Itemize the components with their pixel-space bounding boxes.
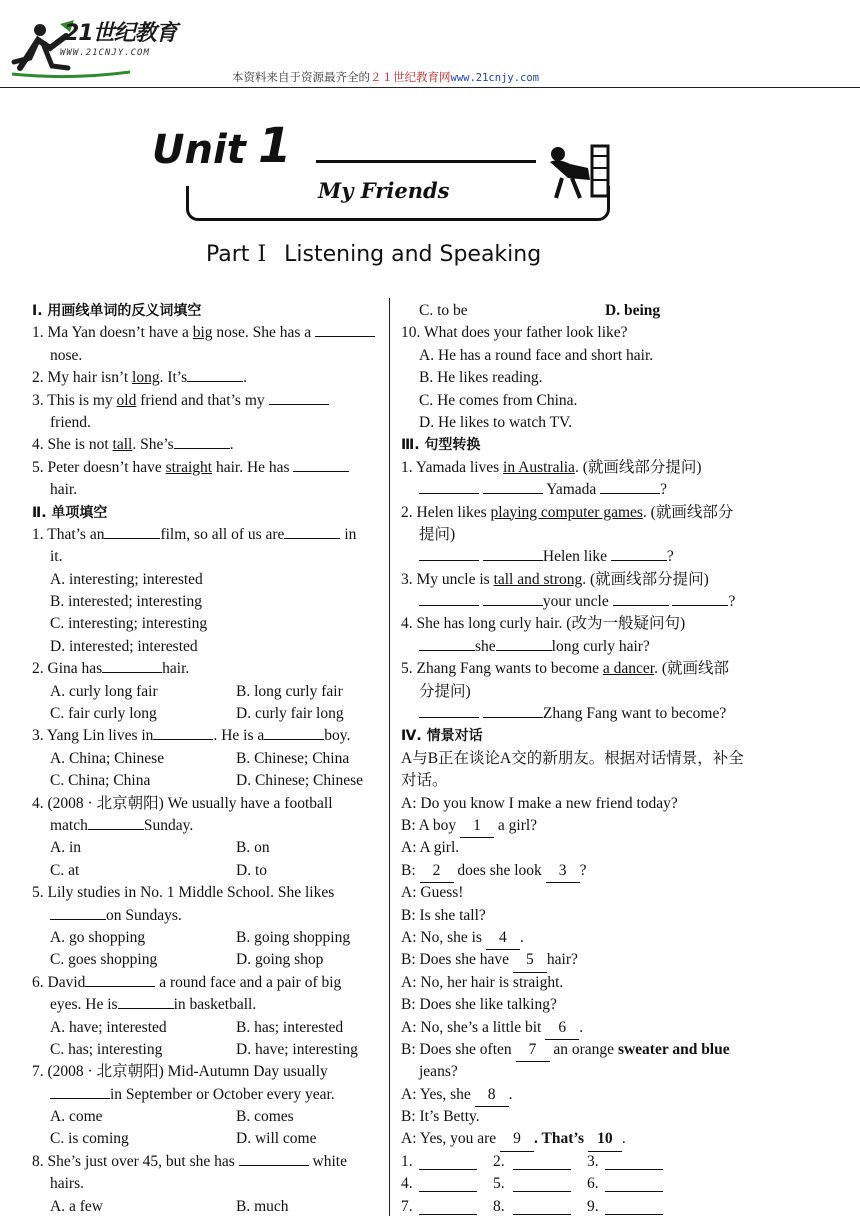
answer-blank[interactable]	[419, 636, 475, 651]
option[interactable]: A. in	[50, 839, 81, 857]
answer-blank[interactable]	[483, 546, 543, 561]
dialogue-line	[401, 1084, 753, 1106]
q-text: sweater and blue	[617, 1040, 730, 1058]
answer-blank[interactable]	[50, 905, 106, 920]
option[interactable]: A. come	[50, 1108, 103, 1126]
q-text: match	[50, 816, 88, 834]
q-continuation: nose.	[50, 346, 83, 364]
numbered-blank[interactable]: 7	[516, 1039, 550, 1062]
q-text: 6. David	[32, 973, 86, 991]
answer-blank[interactable]	[419, 546, 479, 561]
mc-question-8	[32, 1151, 384, 1173]
answer-blank[interactable]	[611, 546, 667, 561]
option[interactable]: B. going shopping	[236, 928, 351, 946]
option[interactable]: B. He likes reading.	[419, 369, 543, 387]
option-row	[401, 300, 753, 322]
q-text: ?	[660, 481, 668, 499]
question-5	[32, 457, 384, 479]
header-url-link[interactable]: www.21cnjy.com	[450, 72, 540, 84]
numbered-blank[interactable]: 1	[460, 815, 494, 838]
option-row	[32, 1017, 384, 1039]
logo-url: WWW.21CNJY.COM	[60, 48, 150, 58]
q-text: . (就画线部	[654, 660, 730, 678]
option[interactable]: D. have; interesting	[236, 1040, 358, 1058]
answer-blank[interactable]	[284, 524, 340, 539]
answer-blank[interactable]	[672, 591, 728, 606]
answer-blank[interactable]	[419, 703, 479, 718]
q-text: she	[475, 637, 496, 655]
option[interactable]: C. goes shopping	[50, 951, 158, 969]
q-text: in basketball.	[173, 996, 257, 1014]
dialogue-line: B: Does she like talking?	[401, 996, 557, 1014]
answer-blank[interactable]	[496, 636, 552, 651]
question-3	[32, 390, 384, 412]
q-text: an orange	[553, 1040, 618, 1058]
dialogue-line	[401, 949, 753, 971]
q-text: 3. My uncle is	[401, 570, 494, 588]
answer-number: 3.	[587, 1152, 599, 1170]
answer-blank[interactable]	[600, 479, 660, 494]
transform-4: 4. She has long curly hair. (改为一般疑问句)	[401, 615, 686, 633]
part-heading: Listening and Speaking	[284, 242, 542, 267]
option[interactable]: B. on	[236, 839, 270, 857]
answer-row	[401, 1173, 753, 1195]
answer-blank[interactable]	[187, 367, 243, 382]
q-text: .	[519, 928, 524, 946]
answer-line	[401, 703, 753, 725]
dialogue-line	[401, 1128, 753, 1150]
option[interactable]: A. go shopping	[50, 928, 146, 946]
option[interactable]: A. interesting; interested	[50, 570, 203, 588]
dialogue-line	[401, 815, 753, 837]
header-note-text: 本资料来自于资源最齐全的	[232, 70, 370, 84]
q-continuation: hairs.	[50, 1175, 85, 1193]
transform-1	[401, 457, 753, 479]
mc-question-2	[32, 658, 384, 680]
answer-blank[interactable]	[153, 725, 213, 740]
q-continuation: 分提问)	[419, 682, 471, 700]
header-note	[232, 69, 539, 85]
option[interactable]: B. has; interested	[236, 1018, 344, 1036]
q-text: 2. Helen likes	[401, 503, 491, 521]
numbered-blank[interactable]: 8	[475, 1084, 509, 1107]
q-text: Helen like	[542, 548, 608, 566]
unit-title-rule	[316, 160, 536, 163]
mc-question-3	[32, 725, 384, 747]
q-text: ?	[666, 548, 674, 566]
part-title	[206, 242, 541, 267]
option-row	[32, 1196, 384, 1218]
option[interactable]: B. long curly fair	[236, 682, 343, 700]
option-row	[32, 927, 384, 949]
answer-blank[interactable]	[605, 1200, 663, 1215]
option[interactable]: B. Chinese; China	[236, 749, 350, 767]
dialogue-line: A: Guess!	[401, 884, 464, 902]
option-row	[32, 703, 384, 725]
q-text: hair. He has	[212, 458, 290, 476]
q-underlined: old	[116, 391, 137, 409]
answer-line	[401, 546, 753, 568]
answer-number: 6.	[587, 1175, 599, 1193]
answer-blank[interactable]	[513, 1177, 571, 1192]
answer-blank[interactable]	[513, 1200, 571, 1215]
q-text: . She’s	[132, 436, 174, 454]
answer-line	[401, 479, 753, 501]
option[interactable]: B. much	[236, 1197, 289, 1215]
q-text: B:	[401, 861, 416, 879]
dialogue-intro: 对话。	[401, 772, 448, 790]
header-divider	[0, 87, 860, 88]
option-row	[32, 860, 384, 882]
option[interactable]: B. interested; interesting	[50, 593, 202, 611]
answer-blank[interactable]	[605, 1155, 663, 1170]
q-text: .	[508, 1085, 513, 1103]
q-text: boy.	[324, 727, 351, 745]
q-underlined: playing computer games	[490, 503, 643, 521]
unit-subtitle: My Friends	[318, 178, 450, 203]
q-text: film, so all of us are	[160, 525, 285, 543]
mc-question-4: 4. (2008 · 北京朝阳) We usually have a football	[32, 794, 333, 812]
q-text: A: No, she’s a little bit	[401, 1018, 542, 1036]
q-text: Zhang Fang want to become?	[542, 705, 727, 723]
option-row	[32, 1128, 384, 1150]
mc-question-1	[32, 524, 384, 546]
mc-question-10: 10. What does your father look like?	[401, 324, 628, 342]
answer-number: 8.	[493, 1197, 505, 1215]
q-text: does she look	[457, 861, 542, 879]
q-text: on Sundays.	[106, 906, 182, 924]
option[interactable]: C. He comes from China.	[419, 391, 578, 409]
logo-name: 21世纪教育	[64, 21, 177, 46]
answer-blank[interactable]	[419, 1200, 477, 1215]
option[interactable]: D. curly fair long	[236, 705, 344, 723]
q-text: 1. That’s an	[32, 525, 105, 543]
q-text: 8. She’s just over 45, but she has	[32, 1152, 235, 1170]
answer-blank[interactable]	[293, 457, 349, 472]
answer-blank[interactable]	[88, 815, 144, 830]
mc-question-7: 7. (2008 · 北京朝阳) Mid-Autumn Day usually	[32, 1063, 328, 1081]
answer-blank[interactable]	[419, 1155, 477, 1170]
q-text: hair.	[162, 660, 190, 678]
q-text: eyes. He is	[50, 996, 118, 1014]
option-row	[32, 681, 384, 703]
reading-figure-icon	[528, 140, 618, 200]
option[interactable]: D. interested; interested	[50, 637, 198, 655]
q-text: a round face and a pair of big	[159, 973, 342, 991]
answer-blank[interactable]	[85, 972, 155, 987]
q-text: . (就画线部分提问)	[574, 458, 702, 476]
q-text: 2. My hair isn’t	[32, 369, 133, 387]
answer-row	[401, 1196, 753, 1218]
q-text: B: Does she have	[401, 951, 510, 969]
dialogue-line: A: Do you know I make a new friend today?	[401, 794, 678, 812]
answer-blank[interactable]	[118, 994, 174, 1009]
left-column	[32, 300, 384, 1218]
option[interactable]: A. He has a round face and short hair.	[419, 346, 654, 364]
numbered-blank[interactable]: 3	[546, 860, 580, 883]
q-text: 1. Yamada lives	[401, 458, 504, 476]
option[interactable]: A. a few	[50, 1197, 103, 1215]
answer-number: 4.	[401, 1175, 413, 1193]
option-row	[32, 949, 384, 971]
option-row	[32, 770, 384, 792]
transform-3	[401, 569, 753, 591]
option-row	[32, 1039, 384, 1061]
q-text: 1. Ma Yan doesn’t have a	[32, 324, 193, 342]
q-text: . (就画线部分	[642, 503, 734, 521]
q-text: 5. Zhang Fang wants to become	[401, 660, 603, 678]
answer-blank[interactable]	[102, 658, 162, 673]
answer-blank[interactable]	[174, 434, 230, 449]
q-text: A: No, she is	[401, 928, 482, 946]
answer-row	[401, 1151, 753, 1173]
q-text: ?	[579, 861, 587, 879]
answer-number: 5.	[493, 1175, 505, 1193]
option[interactable]: A. curly long fair	[50, 682, 158, 700]
q-underlined: in Australia	[503, 458, 575, 476]
numbered-blank[interactable]: 10	[588, 1128, 622, 1151]
answer-number: 1.	[401, 1152, 413, 1170]
question-4: 4. She is not tall. She’s .	[32, 436, 234, 454]
q-underlined: long	[132, 369, 160, 387]
q-continuation	[32, 905, 384, 927]
answer-blank[interactable]	[315, 322, 375, 337]
q-text: A: Yes, she	[401, 1085, 471, 1103]
dialogue-line: A: A girl.	[401, 839, 460, 857]
mc-question-6	[32, 972, 384, 994]
q-text: . (就画线部分提问)	[582, 570, 709, 588]
q-text: 3. This is my	[32, 391, 117, 409]
numbered-blank[interactable]: 6	[545, 1017, 579, 1040]
answer-blank[interactable]	[104, 524, 160, 539]
q-text: 3. Yang Lin lives in	[32, 727, 154, 745]
transform-5	[401, 658, 753, 680]
q-text: your uncle	[542, 593, 609, 611]
dialogue-line	[401, 860, 753, 882]
unit-label: Unit	[152, 127, 246, 173]
section-heading-2: Ⅱ. 单项填空	[32, 504, 108, 521]
option[interactable]: B. comes	[236, 1108, 294, 1126]
option[interactable]: C. to be	[419, 302, 468, 319]
header-site-link[interactable]: ２１世纪教育网	[370, 70, 451, 84]
right-column	[401, 300, 753, 1218]
numbered-blank[interactable]: 9	[500, 1128, 534, 1151]
q-text: Sunday.	[143, 816, 194, 834]
numbered-blank[interactable]: 5	[513, 949, 547, 972]
answer-number: 7.	[401, 1197, 413, 1215]
q-underlined: a dancer	[602, 660, 655, 678]
q-text: . It’s	[159, 369, 188, 387]
q-continuation: hair.	[50, 481, 78, 499]
q-continuation: friend.	[50, 413, 91, 431]
q-underlined: tall	[112, 436, 133, 454]
answer-blank[interactable]	[419, 479, 479, 494]
q-underlined: big	[192, 324, 213, 342]
dialogue-line: B: Is she tall?	[401, 906, 486, 924]
option[interactable]: C. is coming	[50, 1130, 129, 1148]
answer-blank[interactable]	[513, 1155, 571, 1170]
option[interactable]: C. at	[50, 861, 80, 879]
dialogue-line	[401, 1017, 753, 1039]
q-continuation: 提问)	[419, 525, 456, 543]
option-row	[32, 748, 384, 770]
section-heading-3: Ⅲ. 句型转换	[401, 437, 481, 454]
section-heading-4: Ⅳ. 情景对话	[401, 728, 483, 745]
answer-number: 9.	[587, 1197, 599, 1215]
q-underlined: tall and strong	[493, 570, 583, 588]
q-continuation: it.	[50, 548, 63, 566]
option-row	[32, 837, 384, 859]
answer-blank[interactable]	[419, 591, 479, 606]
option[interactable]: C. fair curly long	[50, 705, 157, 723]
dialogue-line	[401, 1039, 753, 1061]
q-text: Yamada	[546, 481, 597, 499]
q-text: long curly hair?	[551, 637, 650, 655]
q-text: in	[344, 525, 357, 543]
answer-blank[interactable]	[50, 1084, 110, 1099]
option[interactable]: D. being	[605, 302, 661, 319]
q-text: B: A boy	[401, 816, 457, 834]
answer-blank[interactable]	[239, 1151, 309, 1166]
question-2: 2. My hair isn’t long. It’s .	[32, 369, 248, 387]
page-header	[0, 0, 860, 90]
option[interactable]: C. China; China	[50, 772, 151, 790]
mc-question-5: 5. Lily studies in No. 1 Middle School. She likes	[32, 884, 335, 902]
q-text: . That’s	[534, 1130, 584, 1148]
q-text: a girl?	[497, 816, 538, 834]
q-text: 2. Gina has	[32, 660, 103, 678]
answer-blank[interactable]	[605, 1177, 663, 1192]
dialogue-line: A: No, her hair is straight.	[401, 973, 564, 991]
unit-number: 1	[258, 118, 292, 174]
q-text: in September or October every year.	[110, 1085, 335, 1103]
q-text: .	[621, 1130, 626, 1148]
answer-blank[interactable]	[613, 591, 669, 606]
q-text: hair?	[546, 951, 578, 969]
q-text: 4. She is not	[32, 436, 113, 454]
q-text: A: Yes, you are	[401, 1130, 497, 1148]
option[interactable]: C. interesting; interesting	[50, 615, 208, 633]
transform-2	[401, 502, 753, 524]
numbered-blank[interactable]: 2	[420, 860, 454, 883]
q-text: . He is a	[213, 727, 265, 745]
option[interactable]: D. to	[236, 861, 267, 879]
dialogue-line	[401, 927, 753, 949]
question-1	[32, 322, 384, 344]
q-continuation: jeans?	[419, 1063, 458, 1081]
dialogue-intro: A与B正在谈论A交的新朋友。根据对话情景，补全	[401, 749, 744, 767]
option[interactable]: D. Chinese; Chinese	[236, 772, 363, 790]
q-text: friend and that’s my	[136, 391, 265, 409]
option[interactable]: D. going shop	[236, 951, 324, 969]
answer-blank[interactable]	[419, 1177, 477, 1192]
column-divider	[389, 298, 390, 1216]
option[interactable]: C. has; interesting	[50, 1040, 163, 1058]
answer-blank[interactable]	[483, 479, 543, 494]
q-text: white	[312, 1152, 347, 1170]
option[interactable]: D. will come	[236, 1130, 317, 1148]
q-text: nose. She has a	[212, 324, 312, 342]
option[interactable]: D. He likes to watch TV.	[419, 413, 573, 431]
answer-line	[401, 591, 753, 613]
dialogue-line: B: It’s Betty.	[401, 1108, 480, 1126]
answer-blank[interactable]	[264, 725, 324, 740]
answer-line	[401, 636, 753, 658]
q-continuation	[32, 815, 384, 837]
section-heading-1: Ⅰ. 用画线单词的反义词填空	[32, 303, 202, 319]
q-continuation	[32, 994, 384, 1016]
q-text: 5. Peter doesn’t have	[32, 458, 166, 476]
option[interactable]: A. have; interested	[50, 1018, 167, 1036]
q-text: B: Does she often	[401, 1040, 512, 1058]
answer-blank[interactable]	[483, 703, 543, 718]
q-text: .	[579, 1018, 584, 1036]
answer-blank[interactable]	[483, 591, 543, 606]
q-text: ?	[728, 593, 736, 611]
numbered-blank[interactable]: 4	[486, 927, 520, 950]
answer-blank[interactable]	[269, 390, 329, 405]
q-underlined: straight	[165, 458, 213, 476]
q-continuation	[32, 1084, 384, 1106]
option-row	[32, 1106, 384, 1128]
part-roman: Ⅰ	[257, 242, 267, 267]
option[interactable]: A. China; Chinese	[50, 749, 165, 767]
answer-number: 2.	[493, 1152, 505, 1170]
part-label: Part	[206, 242, 250, 267]
